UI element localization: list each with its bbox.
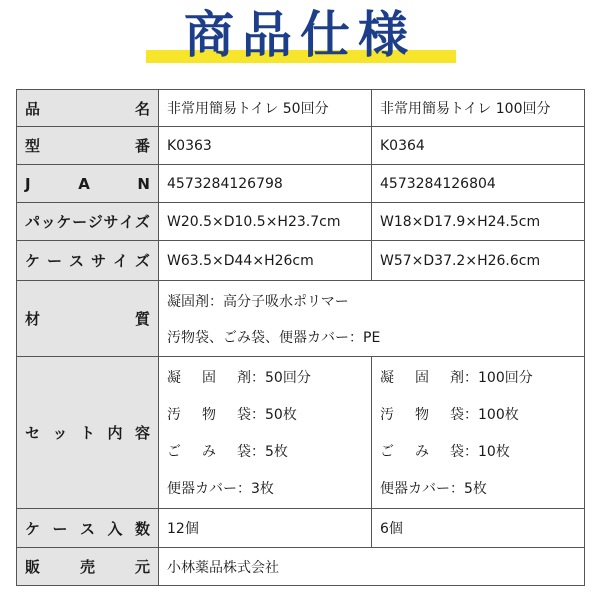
- row-case-qty: [17, 509, 585, 548]
- label-char: イ: [119, 213, 135, 231]
- value-product-50: 非常用簡易トイレ 50回分: [159, 90, 372, 127]
- row-case-size: [17, 241, 585, 281]
- set-item-qty: ：5枚: [251, 444, 288, 460]
- value-package-size-50: W20.5×D10.5×H23.7cm: [159, 203, 372, 241]
- set-item-name: [380, 404, 464, 424]
- page-title: 商品仕様: [184, 6, 416, 64]
- set-item-name: [380, 441, 464, 461]
- label-char: ジ: [87, 213, 103, 231]
- label-char: A: [78, 174, 90, 193]
- set-item-char: 物: [202, 407, 216, 423]
- set-item-char: 袋: [450, 407, 464, 423]
- value-seller: 小林薬品株式会社: [159, 548, 585, 586]
- label-char: 入: [107, 519, 123, 538]
- set-item: [380, 367, 576, 387]
- value-material: [159, 281, 585, 357]
- set-item-name: 便器カバー: [167, 481, 237, 497]
- set-item: [380, 441, 576, 461]
- value-case-qty-100: 6個: [372, 509, 585, 548]
- label-package-size: [17, 203, 159, 241]
- label-text: [25, 518, 150, 539]
- set-item-char: 剤: [237, 370, 251, 386]
- row-jan: [17, 165, 585, 203]
- label-char: ケ: [25, 252, 41, 270]
- value-model-100: K0364: [372, 127, 585, 165]
- value-jan-100: 4573284126804: [372, 165, 585, 203]
- set-item-char: 袋: [450, 444, 464, 460]
- set-item-char: 汚: [380, 407, 394, 423]
- set-item-char: 物: [415, 407, 429, 423]
- set-item-char: 固: [415, 370, 429, 386]
- set-item-name: 便器カバー: [380, 481, 450, 497]
- label-set-contents: [17, 357, 159, 509]
- set-item: [167, 478, 363, 498]
- value-set-contents-50: [159, 357, 372, 509]
- label-char: 元: [134, 558, 150, 576]
- set-item-name: [167, 404, 251, 424]
- row-product: [17, 90, 585, 127]
- label-seller: [17, 548, 159, 586]
- label-char: 品: [25, 99, 41, 118]
- label-char: ケ: [25, 519, 41, 538]
- label-char: 数: [134, 519, 150, 538]
- set-item-char: ご: [380, 444, 394, 460]
- row-model: [17, 127, 585, 165]
- label-char: 販: [25, 558, 41, 576]
- set-item-qty: ：100枚: [464, 407, 519, 423]
- spec-table: [16, 89, 585, 586]
- set-item: [380, 478, 576, 498]
- label-char: ト: [79, 424, 95, 442]
- title-area: [0, 0, 600, 80]
- label-char: サ: [103, 213, 119, 231]
- label-text: [25, 175, 150, 193]
- label-char: 番: [134, 137, 150, 155]
- label-case-qty: [17, 509, 159, 548]
- label-char: パ: [25, 213, 41, 231]
- set-item-char: 剤: [450, 370, 464, 386]
- label-char: ー: [46, 252, 62, 270]
- value-product-100: 非常用簡易トイレ 100回分: [372, 90, 585, 127]
- label-char: ー: [72, 213, 88, 231]
- set-item-char: 袋: [237, 444, 251, 460]
- label-char: サ: [90, 252, 106, 270]
- label-char: セ: [25, 424, 41, 442]
- label-char: ス: [79, 519, 95, 538]
- value-jan-50: 4573284126798: [159, 165, 372, 203]
- set-item-char: 袋: [237, 407, 251, 423]
- label-char: ッ: [40, 213, 56, 231]
- label-char: ズ: [134, 252, 150, 270]
- label-product: [17, 90, 159, 127]
- set-item: [167, 441, 363, 461]
- label-material: [17, 281, 159, 357]
- label-char: 型: [25, 137, 41, 155]
- label-char: イ: [112, 252, 128, 270]
- label-char: 材: [25, 310, 41, 328]
- set-item-char: 固: [202, 370, 216, 386]
- set-item-qty: ：100回分: [464, 370, 533, 386]
- row-seller: [17, 548, 585, 586]
- set-item-char: 凝: [380, 370, 394, 386]
- value-set-contents-100: [372, 357, 585, 509]
- label-text: [25, 308, 150, 329]
- label-char: 売: [79, 558, 95, 576]
- label-text: [25, 250, 150, 271]
- row-set-contents: [17, 357, 585, 509]
- label-model: [17, 127, 159, 165]
- set-item-name: [167, 441, 251, 461]
- set-item-qty: ：50枚: [251, 407, 297, 423]
- label-char: ズ: [134, 213, 150, 231]
- label-char: J: [25, 174, 31, 193]
- label-case-size: [17, 241, 159, 281]
- label-text: [25, 422, 150, 443]
- label-char: ッ: [52, 424, 68, 442]
- label-char: N: [137, 174, 150, 193]
- label-char: ー: [52, 519, 68, 538]
- label-char: ス: [68, 252, 84, 270]
- row-package-size: [17, 203, 585, 241]
- label-char: ケ: [56, 213, 72, 231]
- set-item-name: [380, 367, 464, 387]
- set-item-char: ご: [167, 444, 181, 460]
- label-text: [25, 556, 150, 577]
- value-package-size-100: W18×D17.9×H24.5cm: [372, 203, 585, 241]
- set-item-qty: ：5枚: [450, 481, 487, 497]
- set-item-char: み: [202, 444, 216, 460]
- value-model-50: K0363: [159, 127, 372, 165]
- label-char: 名: [134, 99, 150, 118]
- set-item: [167, 367, 363, 387]
- label-char: 質: [134, 310, 150, 328]
- label-text: [25, 98, 150, 119]
- label-jan: [17, 165, 159, 203]
- set-item-char: み: [415, 444, 429, 460]
- value-case-size-100: W57×D37.2×H26.6cm: [372, 241, 585, 281]
- material-line-1: 凝固剤：高分子吸水ポリマー: [167, 293, 349, 310]
- set-item: [167, 404, 363, 424]
- set-item-qty: ：10枚: [464, 444, 510, 460]
- row-material: [17, 281, 585, 357]
- set-item: [380, 404, 576, 424]
- label-text: [25, 135, 150, 156]
- value-case-qty-50: 12個: [159, 509, 372, 548]
- set-item-char: 凝: [167, 370, 181, 386]
- material-line-2: 汚物袋、ごみ袋、便器カバー：PE: [167, 329, 381, 346]
- set-item-qty: ：50回分: [251, 370, 311, 386]
- label-char: 内: [107, 424, 123, 442]
- set-item-char: 汚: [167, 407, 181, 423]
- label-char: 容: [134, 424, 150, 442]
- value-case-size-50: W63.5×D44×H26cm: [159, 241, 372, 281]
- set-item-qty: ：3枚: [237, 481, 274, 497]
- set-item-name: [167, 367, 251, 387]
- label-text: [25, 211, 150, 232]
